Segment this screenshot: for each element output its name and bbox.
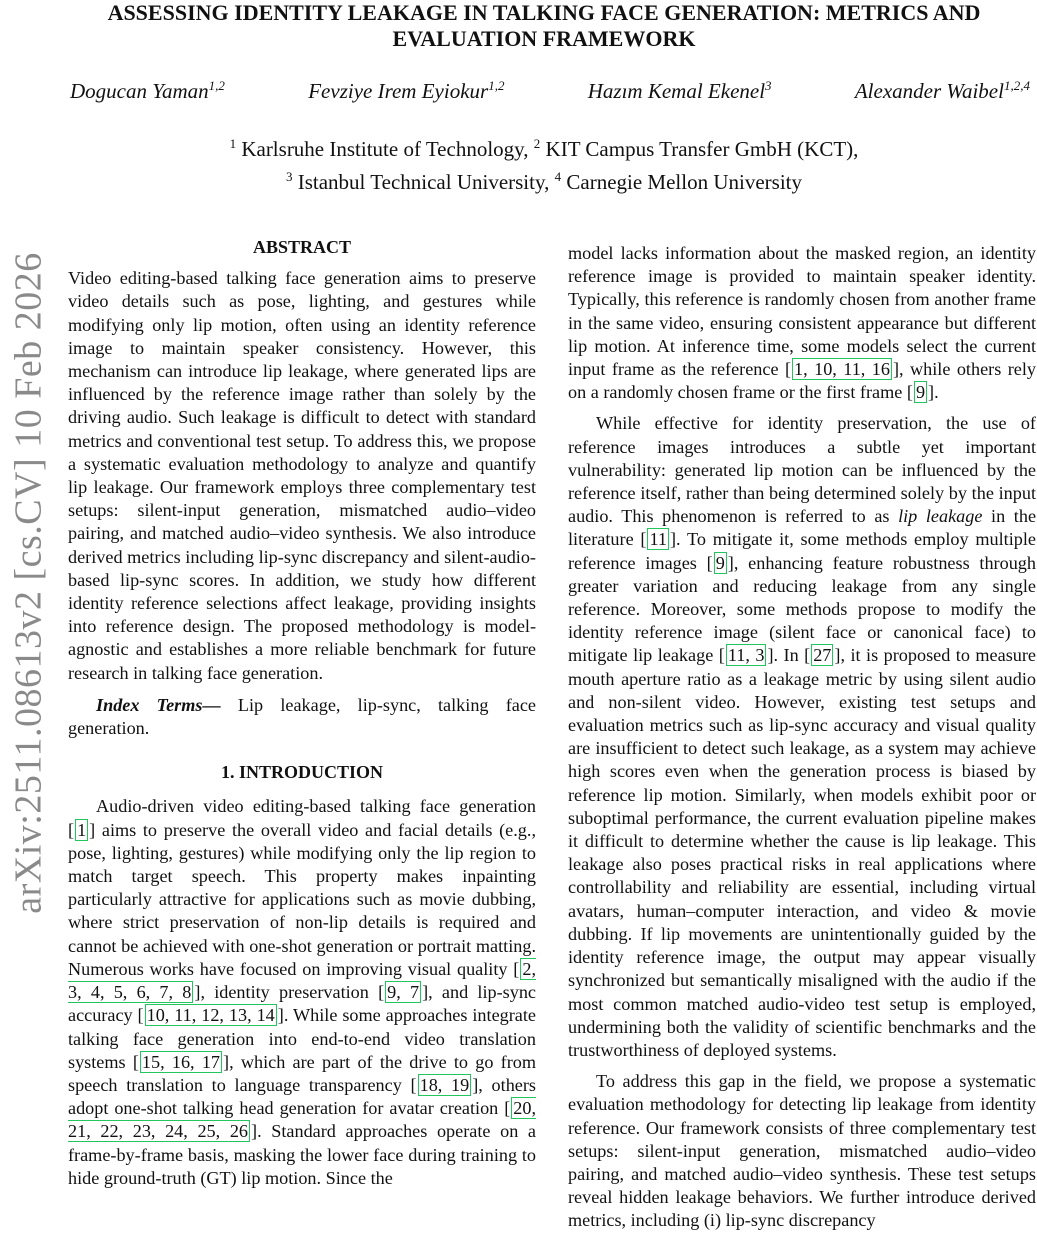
citation-link[interactable]: 9 xyxy=(915,382,926,403)
affiliations xyxy=(60,130,1028,196)
citation-link[interactable]: 11 xyxy=(649,529,667,550)
citation-link[interactable]: 18, 19 xyxy=(419,1074,470,1095)
arxiv-stamp xyxy=(0,238,58,928)
index-terms: Index Terms— Lip leakage, lip-sync, talking face generation. xyxy=(68,694,536,739)
citation-link[interactable]: 1 xyxy=(77,819,87,840)
author: Alexander Waibel$^{1,2,4}$ xyxy=(854,78,1030,103)
citation-link[interactable]: 15, 16, 17 xyxy=(141,1051,221,1072)
citation-link[interactable]: 11, 3 xyxy=(727,645,765,666)
author-list xyxy=(70,78,1030,104)
citation-link[interactable]: 1, 10, 11, 16 xyxy=(794,359,890,380)
right-column xyxy=(568,242,1036,1233)
section-heading-introduction: 1. INTRODUCTION xyxy=(220,762,384,783)
arxiv-stamp-text: arXiv:2511.08613v2 [cs.CV] 10 Feb 2026 xyxy=(8,252,51,914)
intro-paragraph-1-continued: model lacks information about the masked region, an identity reference image is provided to maintain speaker identity. Typically, this reference is randomly chosen from another frame in the same video, ensuring consistent appearance but different lip motion. At inference time, some models select the current input frame as the reference [ 1, 10, 11, 16 ], while others rely on a randomly chosen frame or the first frame [ 9 ]. xyxy=(568,243,1036,403)
intro-paragraph-1: Audio-driven video editing-based talking face generation [ 1 ] aims to preserve the overall video and facial details (e.g., pose, lighting, gestures) while modifying only the lip region to match target speech. This property makes inpainting particularly attractive for applications such as movie dubbing, where strict preservation of non-lip details is required and cannot be achieved with one-shot generation or portrait matting. Numerous works have focused on improving visual quality [ 2, 3, 4, 5, 6, 7, 8 ], identity preservation [ 9, 7 ], and lip-sync accuracy [ 10, 11, 12, 13, 14 ]. While some approaches integrate talking face generation into end-to-end video translation systems [ 15, 16, 17 ], which are part of the drive to go from speech translation to language transparency [ 18, 19 ], others adopt one-shot talking head generation for avatar creation [ 20, 21, 22, 23, 24, 25, 26 ]. Standard approaches operate on a frame-by-frame basis, masking the lower face during training to hide ground-truth (GT) lip motion. Since the xyxy=(68,796,537,1188)
author: Dogucan Yaman$^{1,2}$ xyxy=(70,78,225,103)
intro-paragraph-2: While effective for identity preservation, the use of reference images introduces a subtle yet important vulnerability: generated lip motion can be influenced by the reference itself, rather than being determined solely by the input audio. This phenomenon is referred to as lip leakage in the literature [ 11 ]. To mitigate it, some methods employ multiple reference images [ 9 ], enhancing feature robustness through greater variation and reducing leakage from any single reference. Moreover, some methods propose to modify the identity reference image (silent face or canonical face) to mitigate lip leakage [ 11, 3 ]. In [ 27 ], it is proposed to measure mouth aperture ratio as a leakage metric by using silent audio and non-silent video. However, existing test setups and evaluation metrics such as lip-sync accuracy and visual quality are insufficient to detect such leakage, as a system may achieve high scores even when the generation process is biased by reference lip motion. Similarly, when models exhibit poor or suboptimal performance, the current evaluation pipeline makes it difficult to determine whether the cause is lip leakage. This leakage also poses practical risks in real applications where controllability and reliability are essential, including virtual avatars, human–computer interaction, and video & movie dubbing. If lip movements are unintentionally guided by the identity reference image, the output may appear visually synchronized but semantically misaligned with the audio if the most common matched audio-video test setup is employed, undermining both the validity of scientific benchmarks and the trustworthiness of deployed systems. xyxy=(568,413,1037,1060)
citation-link[interactable]: 9, 7 xyxy=(387,982,420,1003)
intro-paragraph-3: To address this gap in the field, we propose a systematic evaluation methodology for detecting lip leakage from identity reference. Our framework consists of three complementary test setups: silent-input generation, mismatched audio–video pairing, and matched audio–video synthesis. These test setups reveal hidden leakage behaviors. We further introduce derived metrics, including (i) lip-sync discrepancy xyxy=(568,1071,1036,1231)
citation-link[interactable]: 20, 21, 22, 23, 24, 25, 26 xyxy=(68,1098,536,1142)
left-column xyxy=(68,236,536,1190)
citation-link[interactable]: 27 xyxy=(813,645,832,666)
paper-title: ASSESSING IDENTITY LEAKAGE IN TALKING FACE GENERATION: METRICS AND EVALUATION FRAMEWORK xyxy=(107,0,981,51)
citation-link[interactable]: 2, 3, 4, 5, 6, 7, 8 xyxy=(68,958,536,1003)
author: Fevziye Irem Eyiokur$^{1,2}$ xyxy=(308,78,505,103)
affiliation-line-1: $^1$ Karlsruhe Institute of Technology, $^2$ KIT Campus Transfer GmbH (KCT), xyxy=(229,136,859,161)
abstract-heading: ABSTRACT xyxy=(252,237,352,257)
citation-link[interactable]: 10, 11, 12, 13, 14 xyxy=(146,1005,275,1026)
author: Hazım Kemal Ekenel$^3$ xyxy=(587,78,772,103)
abstract-text: Video editing-based talking face generation aims to preserve video details such as pose, lighting, and gestures while modifying only lip motion, often using an identity reference image to maintain speaker consistency. However, this mechanism can introduce lip leakage, where generated lips are influenced by the reference image rather than solely by the driving audio. Such leakage is difficult to detect with standard metrics and conventional test setup. To address this, we propose a systematic evaluation methodology to analyze and quantify lip leakage. Our framework employs three complementary test setups: silent-input generation, mismatched audio–video pairing, and matched audio–video synthesis. We also introduce derived metrics including lip-sync discrepancy and silent-audio-based lip-sync scores. In addition, we study how different identity reference selections affect leakage, providing insights into reference design. The proposed methodology is model-agnostic and establishes a more reliable benchmark for future research in talking face generation. xyxy=(68,268,536,683)
citation-link[interactable]: 9 xyxy=(715,552,725,573)
affiliation-line-2: $^3$ Istanbul Technical University, $^4$ Carnegie Mellon University xyxy=(285,169,802,194)
